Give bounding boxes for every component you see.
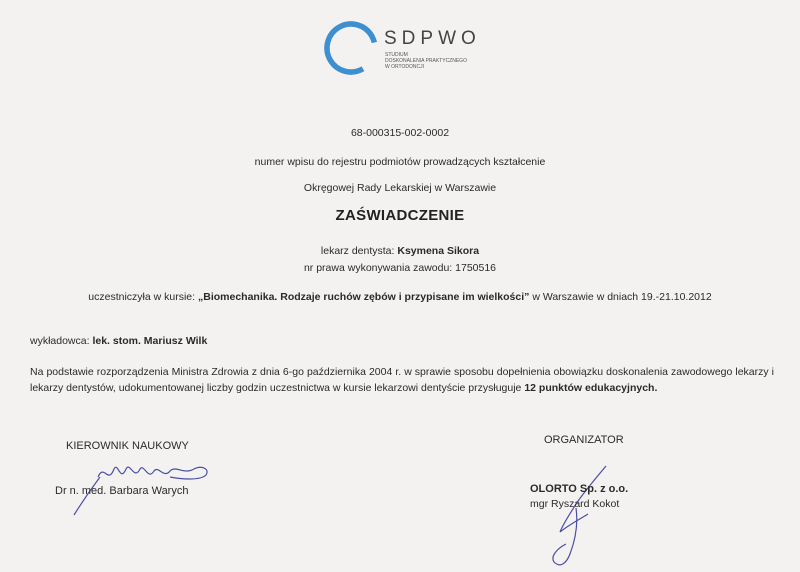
course-line <box>0 291 800 303</box>
lecturer-name: lek. stom. Mariusz Wilk <box>92 335 208 347</box>
license-number: 1750516 <box>455 262 497 274</box>
license-line <box>0 262 800 274</box>
right-signature-icon <box>520 462 630 572</box>
participant-name: Ksymena Sikora <box>397 245 480 257</box>
organizer-title: ORGANIZATOR <box>544 434 624 446</box>
scientific-head-title: KIEROWNIK NAUKOWY <box>66 440 189 452</box>
participant-line <box>0 245 800 257</box>
course-suffix: w Warszawie w dniach 19.-21.10.2012 <box>529 291 712 303</box>
license-label: nr prawa wykonywania zawodu: <box>303 262 456 274</box>
organizer-name: mgr Ryszard Kokot <box>530 498 620 510</box>
lecturer-line <box>30 335 207 347</box>
legal-paragraph <box>30 364 774 396</box>
logo-title: SDPWO <box>384 28 481 49</box>
education-points: 12 punktów edukacyjnych. <box>524 382 658 394</box>
registry-description: numer wpisu do rejestru podmiotów prowadzących kształcenie <box>254 156 546 168</box>
course-name: „Biomechanika. Rodzaje ruchów zębów i przypisane im wielkości” <box>197 291 530 303</box>
organizer-company: OLORTO Sp. z o.o. <box>530 483 629 495</box>
registry-body: Okręgowej Rady Lekarskiej w Warszawie <box>303 182 497 194</box>
participant-role-label: lekarz dentysta: <box>320 245 398 257</box>
course-prefix: uczestniczyła w kursie: <box>88 291 198 303</box>
sdpwo-logo <box>322 18 502 82</box>
logo-subtitle: STUDIUM DOSKONALENIA PRAKTYCZNEGO W ORTODONCJI <box>385 52 467 70</box>
scientific-head-name: Dr n. med. Barbara Warych <box>55 485 189 497</box>
registry-number: 68-000315-002-0002 <box>350 127 450 139</box>
paragraph-text: Na podstawie rozporządzenia Ministra Zdrowia z dnia 6-go października 2004 r. w sprawie sposobu dopełnienia obowiązku doskonalenia zawodowego lekarzy i lekarzy dentystów, udokumentowanej liczby godzin uczestnictwa w kursie lekarzowi dentyście przysługuje <box>30 366 774 394</box>
ring-logo-icon <box>322 18 382 78</box>
lecturer-label: wykładowca: <box>30 335 93 347</box>
document-title: ZAŚWIADCZENIE <box>335 207 465 224</box>
